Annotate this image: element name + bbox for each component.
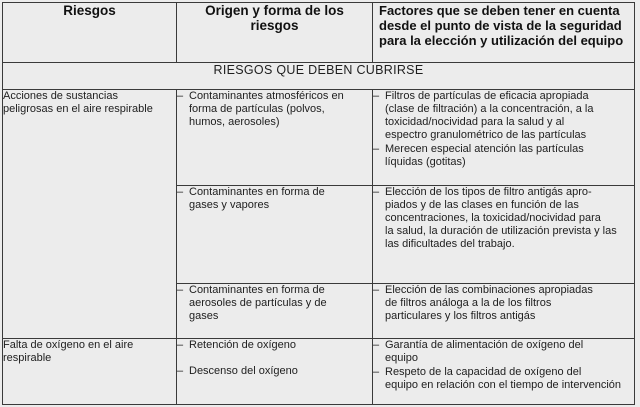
- risk-cell-oxigeno: Falta de oxígeno en el aire respirable: [3, 339, 177, 405]
- table-row: [3, 339, 635, 405]
- section-title: RIESGOS QUE DEBEN CUBRIRSE: [3, 63, 635, 90]
- origin-cell-oxigeno: – Retención de oxígeno – Descenso del oxígeno: [177, 339, 373, 405]
- table-row: [3, 90, 635, 186]
- factors-cell-gases: – Elección de los tipos de filtro antigás apro- piados y de las clases en función de las concentraciones, la toxicidad/nocividad para la salud, la duración de utilización prevista y las las dificultades del trabajo.: [373, 186, 635, 284]
- risk-cell-sustancias: Acciones de sustancias peligrosas en el aire respirable: [3, 90, 177, 339]
- factors-cell-particulas: – Filtros de partículas de eficacia apropiada (clase de filtración) a la concentración, a la toxicidad/nocividad para la salud y al espectro granulométrico de las partículas – Merecen especial atención las partículas líquidas (gotitas): [373, 90, 635, 186]
- factors-cell-oxigeno: – Garantía de alimentación de oxígeno del equipo – Respeto de la capacidad de oxígeno del equipo en relación con el tiempo de intervención: [373, 339, 635, 405]
- header-factores: Factores que se deben tener en cuenta desde el punto de vista de la seguridad para la elección y utilización del equipo: [373, 3, 635, 63]
- header-row: [3, 3, 635, 63]
- risk-table: [2, 2, 635, 405]
- origin-cell-gases: – Contaminantes en forma de gases y vapores: [177, 186, 373, 284]
- section-row: [3, 63, 635, 90]
- header-riesgos: Riesgos: [3, 3, 177, 63]
- origin-cell-particulas: – Contaminantes atmosféricos en forma de partículas (polvos, humos, aerosoles): [177, 90, 373, 186]
- origin-cell-aerosoles: – Contaminantes en forma de aerosoles de partículas y de gases: [177, 284, 373, 339]
- factors-cell-aerosoles: – Elección de las combinaciones apropiadas de filtros análoga a la de los filtros particulares y los filtros antigás: [373, 284, 635, 339]
- header-origen: Origen y forma de los riesgos: [177, 3, 373, 63]
